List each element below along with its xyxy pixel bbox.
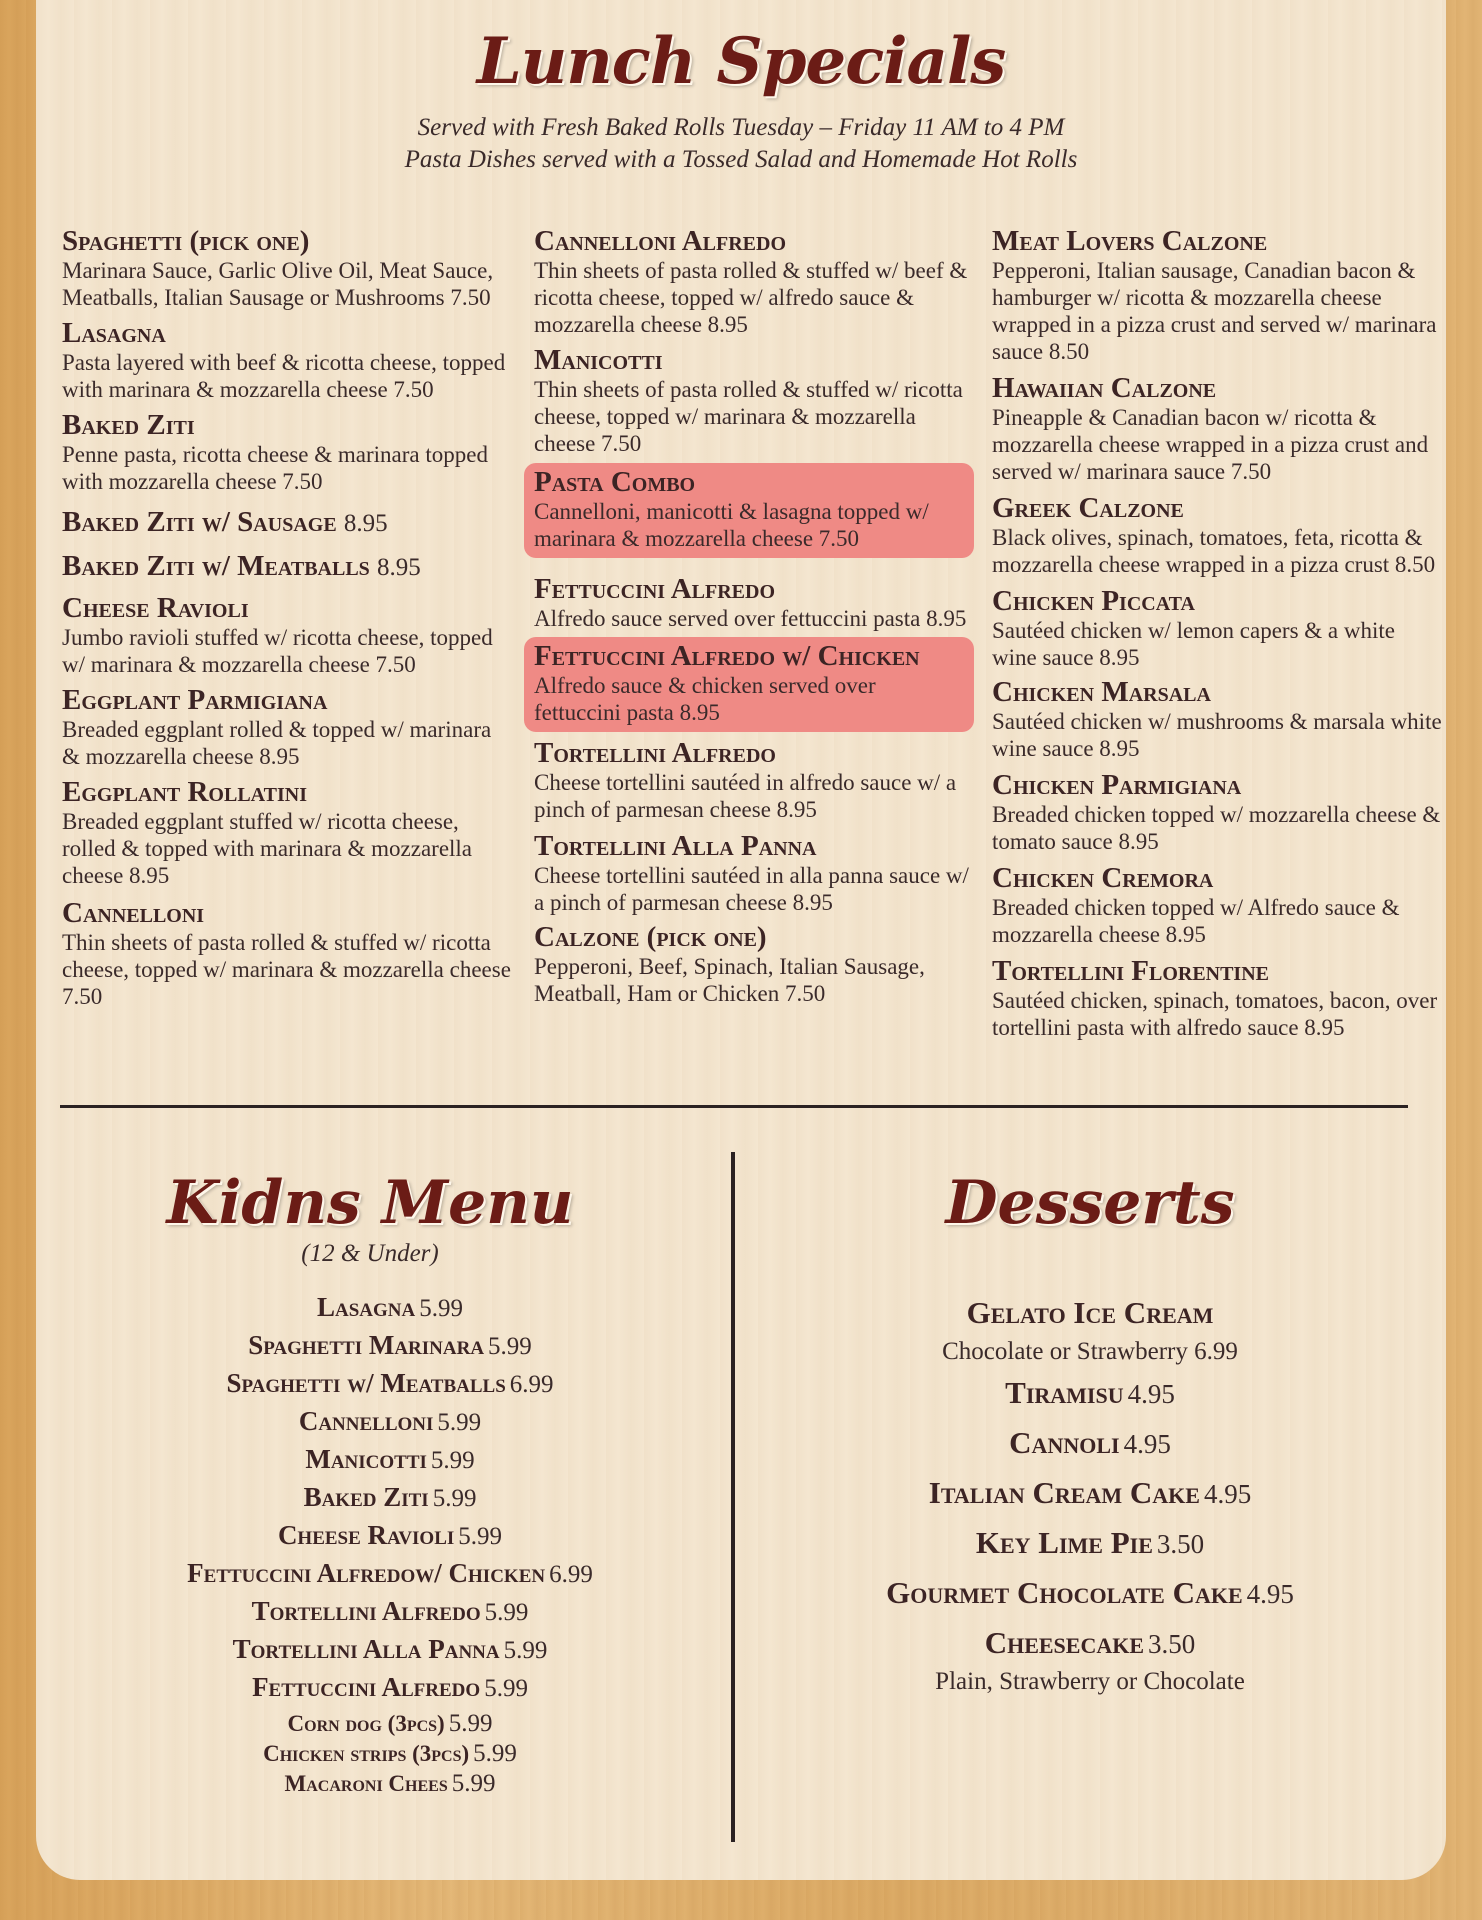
dessert-price: 4.95 [1127, 1379, 1175, 1409]
kids-item-name: Macaroni Chees [284, 1771, 448, 1796]
kids-menu-item [80, 1480, 700, 1518]
menu-item [992, 863, 1442, 948]
menu-item [62, 226, 512, 311]
menu-item-description: Cheese tortellini sautéed in alla panna sauce w/ a pinch of parmesan cheese 8.95 [534, 863, 969, 915]
menu-item [534, 831, 974, 916]
kids-item-price: 5.99 [473, 1740, 517, 1767]
menu-item-description: Thin sheets of pasta rolled & stuffed w/ beef & ricotta cheese, topped w/ alfredo sauce & mozzarella cheese 8.95 [534, 258, 968, 337]
menu-item [992, 677, 1442, 762]
kids-item-price: 5.99 [419, 1295, 463, 1322]
dessert-item [760, 1295, 1420, 1367]
dessert-item [760, 1575, 1420, 1617]
dessert-name: Italian Cream Cake [928, 1475, 1200, 1510]
dessert-name: Cannoli [1009, 1425, 1120, 1460]
dessert-item [760, 1625, 1420, 1697]
lunch-column-3 [992, 226, 1442, 1041]
kids-menu-item [80, 1290, 700, 1328]
kids-menu-item [80, 1328, 700, 1366]
menu-item-name: Fettuccini Alfredo [534, 573, 776, 605]
dessert-description: Chocolate or Strawberry 6.99 [942, 1338, 1238, 1365]
menu-item-name: Cannelloni [62, 897, 205, 929]
kids-item-price: 5.99 [484, 1599, 529, 1626]
kids-item-name: Corn dog (3pcs) [287, 1711, 445, 1736]
lunch-subtitle-line2: Pasta Dishes served with a Tossed Salad and Homemade Hot Rolls [404, 146, 1078, 173]
menu-item [992, 586, 1442, 671]
menu-item-name: Eggplant Parmigiana [62, 684, 328, 716]
kids-menu-item [80, 1556, 700, 1594]
menu-item [62, 551, 512, 583]
menu-item [992, 493, 1442, 578]
kids-menu-item [80, 1670, 700, 1708]
lunch-specials-title: Lunch Specials [476, 24, 1006, 99]
kids-item-price: 5.99 [448, 1710, 493, 1737]
kids-menu-item [80, 1366, 700, 1404]
menu-item-description: Pasta layered with beef & ricotta cheese, topped with marinara & mozzarella cheese 7.50 [62, 350, 506, 402]
menu-item [992, 770, 1442, 855]
menu-item-price: 8.95 [343, 510, 388, 537]
menu-item-price: 8.95 [377, 554, 421, 581]
section-divider-horizontal [60, 1105, 1408, 1108]
kids-menu-list [80, 1290, 700, 1798]
menu-item-name: Baked Ziti w/ Meatballs 8.95 [62, 550, 421, 582]
menu-item [534, 345, 974, 457]
menu-item-name: Baked Ziti w/ Sausage 8.95 [62, 506, 388, 538]
dessert-item [760, 1475, 1420, 1517]
menu-item-name: Tortellini Alfredo [534, 737, 776, 769]
kids-item-name: Spaghetti w/ Meatballs [226, 1368, 506, 1398]
menu-item-description: Breaded eggplant rolled & topped w/ marinara & mozzarella cheese 8.95 [62, 717, 492, 769]
menu-item-description: Pineapple & Canadian bacon w/ ricotta & mozzarella cheese wrapped in a pizza crust and served w/ marinara sauce 7.50 [992, 405, 1429, 484]
dessert-name: Gourmet Chocolate Cake [886, 1575, 1243, 1610]
menu-item [524, 637, 974, 732]
dessert-price: 3.50 [1148, 1629, 1196, 1659]
menu-item-name: Chicken Cremora [992, 862, 1214, 894]
section-divider-vertical [731, 1152, 735, 1842]
lunch-subtitle-line1: Served with Fresh Baked Rolls Tuesday – Friday 11 AM to 4 PM [417, 114, 1065, 141]
menu-item-name: Pasta Combo [534, 466, 696, 498]
menu-item [534, 738, 974, 823]
menu-item-name: Lasagna [62, 317, 166, 349]
menu-item [62, 593, 512, 678]
lunch-column-2 [534, 226, 974, 1007]
dessert-name: Gelato Ice Cream [966, 1295, 1214, 1330]
menu-item [992, 956, 1442, 1041]
menu-item-name: Meat Lovers Calzone [992, 225, 1268, 257]
dessert-price: 4.95 [1203, 1479, 1252, 1509]
kids-item-name: Chicken strips (3pcs) [263, 1741, 470, 1766]
kids-menu-item [80, 1518, 700, 1556]
kids-item-price: 5.99 [437, 1409, 482, 1436]
menu-item-description: Breaded eggplant stuffed w/ ricotta cheese, rolled & topped with marinara & mozzarella cheese 8.95 [62, 809, 473, 888]
kids-menu-subtitle: (12 & Under) [301, 1240, 439, 1267]
menu-item [62, 318, 512, 403]
menu-item-description: Sautéed chicken, spinach, tomatoes, bacon, over tortellini pasta with alfredo sauce 8.95 [992, 988, 1438, 1040]
menu-item-description: Sautéed chicken w/ mushrooms & marsala white wine sauce 8.95 [992, 709, 1442, 761]
menu-item-name: Hawaiian Calzone [992, 372, 1217, 404]
menu-item [534, 226, 974, 338]
dessert-item [760, 1375, 1420, 1417]
kids-item-name: Fettuccini Alfredow/ Chicken [187, 1558, 546, 1588]
kids-item-name: Baked Ziti [303, 1482, 429, 1512]
kids-item-name: Lasagna [317, 1292, 416, 1322]
kids-item-price: 5.99 [503, 1637, 548, 1664]
kids-item-price: 5.99 [430, 1447, 475, 1474]
menu-item-description: Alfredo sauce served over fettuccini pasta 8.95 [534, 606, 967, 631]
kids-item-name: Cheese Ravioli [277, 1520, 455, 1550]
desserts-list [760, 1295, 1420, 1705]
menu-item-name: Calzone (pick one) [534, 921, 767, 953]
menu-item-description: Sautéed chicken w/ lemon capers & a white wine sauce 8.95 [992, 618, 1395, 670]
kids-menu-item [80, 1738, 700, 1768]
menu-item-name: Cheese Ravioli [62, 592, 249, 624]
kids-menu-item [80, 1404, 700, 1442]
menu-item-name: Chicken Parmigiana [992, 769, 1242, 801]
menu-item-name: Fettuccini Alfredo w/ Chicken [534, 640, 920, 672]
menu-item-description: Pepperoni, Italian sausage, Canadian bacon & hamburger w/ ricotta & mozzarella cheese wrapped in a pizza crust and served w/ marinara sauce 8.50 [992, 258, 1437, 364]
kids-item-price: 5.99 [458, 1523, 503, 1550]
dessert-name: Cheesecake [984, 1625, 1145, 1660]
menu-item [534, 574, 974, 632]
kids-item-name: Tortellini Alfredo [251, 1596, 481, 1626]
kids-item-price: 6.99 [549, 1561, 593, 1588]
menu-item [62, 507, 512, 539]
kids-menu-item [80, 1708, 700, 1738]
menu-item [62, 898, 512, 1010]
menu-item-name: Chicken Marsala [992, 676, 1211, 708]
dessert-price: 4.95 [1123, 1429, 1171, 1459]
menu-item-description: Jumbo ravioli stuffed w/ ricotta cheese, topped w/ marinara & mozzarella cheese 7.50 [62, 625, 493, 677]
menu-item [524, 463, 974, 558]
menu-item-name: Manicotti [534, 344, 663, 376]
menu-item-description: Penne pasta, ricotta cheese & marinara topped with mozzarella cheese 7.50 [62, 442, 488, 494]
lunch-column-1 [62, 226, 512, 1010]
dessert-price: 3.50 [1156, 1529, 1205, 1559]
menu-item [62, 410, 512, 495]
menu-item-name: Spaghetti (pick one) [62, 225, 310, 257]
kids-menu-item [80, 1594, 700, 1632]
menu-item-description: Thin sheets of pasta rolled & stuffed w/ ricotta cheese, topped w/ marinara & mozzarella cheese 7.50 [534, 377, 963, 456]
dessert-name: Key Lime Pie [975, 1525, 1153, 1560]
kids-menu-item [80, 1768, 700, 1798]
menu-item [62, 777, 512, 889]
kids-item-name: Tortellini Alla Panna [232, 1634, 500, 1664]
desserts-title: Desserts [945, 1168, 1235, 1238]
menu-item-description: Thin sheets of pasta rolled & stuffed w/ ricotta cheese, topped w/ marinara & mozzarella cheese 7.50 [62, 930, 511, 1009]
menu-item-name: Greek Calzone [992, 492, 1184, 524]
dessert-price: 4.95 [1246, 1579, 1294, 1609]
menu-item [992, 226, 1442, 365]
menu-item-description: Cannelloni, manicotti & lasagna topped w/ marinara & mozzarella cheese 7.50 [534, 499, 929, 551]
kids-item-name: Spaghetti Marinara [248, 1330, 485, 1360]
kids-item-price: 5.99 [488, 1333, 532, 1360]
dessert-item [760, 1425, 1420, 1467]
dessert-item [760, 1525, 1420, 1567]
menu-item [62, 685, 512, 770]
kids-item-name: Fettuccini Alfredo [252, 1672, 481, 1702]
menu-item-description: Pepperoni, Beef, Spinach, Italian Sausage, Meatball, Ham or Chicken 7.50 [534, 954, 925, 1006]
kids-item-price: 5.99 [484, 1675, 528, 1702]
menu-item-description: Marinara Sauce, Garlic Olive Oil, Meat Sauce, Meatballs, Italian Sausage or Mushrooms 7.50 [62, 258, 494, 310]
kids-item-name: Manicotti [305, 1444, 427, 1474]
menu-item-name: Tortellini Florentine [992, 955, 1270, 987]
kids-menu-item [80, 1442, 700, 1480]
menu-item-description: Breaded chicken topped w/ mozzarella cheese & tomato sauce 8.95 [992, 802, 1441, 854]
menu-item-description: Black olives, spinach, tomatoes, feta, ricotta & mozzarella cheese wrapped in a pizza crust 8.50 [992, 525, 1436, 577]
dessert-description: Plain, Strawberry or Chocolate [935, 1668, 1245, 1695]
menu-item-description: Cheese tortellini sautéed in alfredo sauce w/ a pinch of parmesan cheese 8.95 [534, 770, 957, 822]
kids-item-price: 5.99 [451, 1770, 496, 1797]
menu-item-name: Baked Ziti [62, 409, 195, 441]
menu-item-description: Alfredo sauce & chicken served over fettuccini pasta 8.95 [534, 673, 876, 725]
kids-item-price: 6.99 [509, 1371, 554, 1398]
kids-menu-item [80, 1632, 700, 1670]
menu-item-name: Chicken Piccata [992, 585, 1195, 617]
kids-item-name: Cannelloni [298, 1406, 434, 1436]
dessert-name: Tiramisu [1005, 1375, 1124, 1410]
menu-item-name: Cannelloni Alfredo [534, 225, 787, 257]
menu-item [534, 922, 974, 1007]
menu-item-name: Tortellini Alla Panna [534, 830, 817, 862]
menu-item-description: Breaded chicken topped w/ Alfredo sauce & mozzarella cheese 8.95 [992, 895, 1400, 947]
kids-menu-title: Kidns Menu [166, 1168, 574, 1238]
menu-item-name: Eggplant Rollatini [62, 776, 307, 808]
kids-item-price: 5.99 [432, 1485, 477, 1512]
menu-item [992, 373, 1442, 485]
